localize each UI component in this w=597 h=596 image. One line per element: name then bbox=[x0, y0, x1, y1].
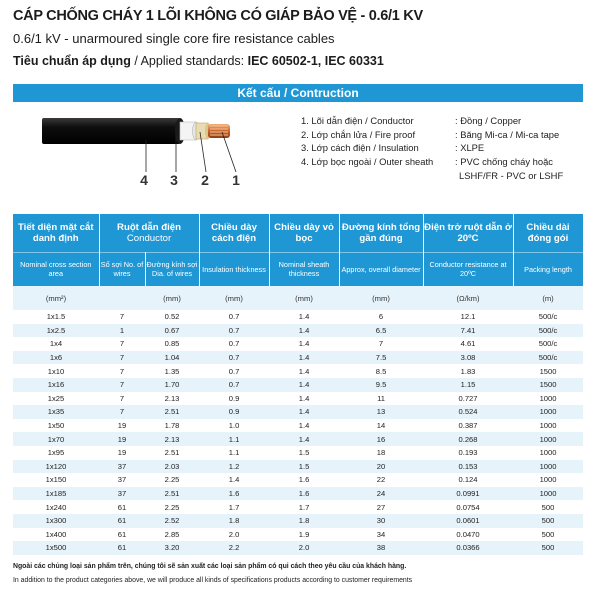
applied-standards bbox=[13, 54, 384, 68]
table-cell: 500/c bbox=[513, 337, 583, 351]
table-cell: 1x1.5 bbox=[13, 310, 99, 324]
table-row bbox=[13, 473, 583, 487]
table-cell: 500 bbox=[513, 541, 583, 555]
callout-3: 3 bbox=[170, 172, 178, 188]
table-cell: 6.5 bbox=[339, 324, 423, 338]
subheader-cell: Nominal sheath thickness bbox=[269, 252, 339, 286]
unit-cell bbox=[99, 286, 145, 310]
subheader-cell: Insulation thickness bbox=[199, 252, 269, 286]
table-row bbox=[13, 378, 583, 392]
table-cell: 7 bbox=[99, 364, 145, 378]
table-cell: 1.04 bbox=[145, 351, 199, 365]
table-cell: 38 bbox=[339, 541, 423, 555]
unit-cell: (m) bbox=[513, 286, 583, 310]
table-cell: 2.51 bbox=[145, 446, 199, 460]
standards-value: IEC 60502-1, IEC 60331 bbox=[247, 54, 384, 68]
table-cell: 1.7 bbox=[199, 500, 269, 514]
table-cell: 22 bbox=[339, 473, 423, 487]
table-cell: 8.5 bbox=[339, 364, 423, 378]
table-cell: 7 bbox=[99, 405, 145, 419]
table-cell: 1.4 bbox=[269, 324, 339, 338]
table-row bbox=[13, 392, 583, 406]
outer-sheath-shape bbox=[42, 118, 185, 144]
table-cell: 1.83 bbox=[423, 364, 513, 378]
table-cell: 1.4 bbox=[199, 473, 269, 487]
header-resistance: Điện trở ruột dẫn ở 20ºC bbox=[423, 214, 513, 252]
table-cell: 30 bbox=[339, 514, 423, 528]
header-cross-section: Tiết diện mặt cắt danh định bbox=[13, 214, 99, 252]
table-units-row bbox=[13, 286, 583, 310]
table-cell: 37 bbox=[99, 487, 145, 501]
table-cell: 24 bbox=[339, 487, 423, 501]
table-row bbox=[13, 324, 583, 338]
table-cell: 500/c bbox=[513, 324, 583, 338]
table-cell: 1.70 bbox=[145, 378, 199, 392]
table-cell: 1.9 bbox=[269, 528, 339, 542]
table-cell: 1x240 bbox=[13, 500, 99, 514]
table-cell: 1x35 bbox=[13, 405, 99, 419]
table-cell: 1.2 bbox=[199, 460, 269, 474]
table-cell: 1.4 bbox=[269, 378, 339, 392]
table-cell: 1x4 bbox=[13, 337, 99, 351]
table-cell: 0.7 bbox=[199, 310, 269, 324]
table-cell: 2.51 bbox=[145, 405, 199, 419]
table-cell: 1000 bbox=[513, 473, 583, 487]
table-cell: 0.124 bbox=[423, 473, 513, 487]
subheader-cell: Approx, overall diameter bbox=[339, 252, 423, 286]
table-cell: 37 bbox=[99, 473, 145, 487]
table-cell: 1.78 bbox=[145, 419, 199, 433]
callout-1: 1 bbox=[232, 172, 240, 188]
table-cell: 1.6 bbox=[269, 473, 339, 487]
table-row bbox=[13, 541, 583, 555]
table-cell: 61 bbox=[99, 514, 145, 528]
table-cell: 1.5 bbox=[269, 446, 339, 460]
component-names-list bbox=[301, 114, 433, 182]
component-material: : XLPE bbox=[455, 142, 485, 154]
table-row bbox=[13, 364, 583, 378]
table-body bbox=[13, 310, 583, 555]
table-cell: 19 bbox=[99, 446, 145, 460]
table-cell: 7.41 bbox=[423, 324, 513, 338]
table-cell: 1000 bbox=[513, 432, 583, 446]
table-cell: 7 bbox=[339, 337, 423, 351]
table-cell: 1.4 bbox=[269, 392, 339, 406]
header-sheath-thickness: Chiều dày vỏ bọc bbox=[269, 214, 339, 252]
subheader-cell: Packing length bbox=[513, 252, 583, 286]
table-cell: 2.25 bbox=[145, 500, 199, 514]
standards-label-vi: Tiêu chuẩn áp dụng bbox=[13, 54, 131, 68]
table-cell: 1x120 bbox=[13, 460, 99, 474]
header-insulation-thickness: Chiều dày cách điện bbox=[199, 214, 269, 252]
table-cell: 0.7 bbox=[199, 351, 269, 365]
table-cell: 500 bbox=[513, 514, 583, 528]
table-cell: 1x500 bbox=[13, 541, 99, 555]
table-cell: 3.20 bbox=[145, 541, 199, 555]
table-cell: 1000 bbox=[513, 392, 583, 406]
table-row bbox=[13, 460, 583, 474]
table-cell: 1.0 bbox=[199, 419, 269, 433]
table-cell: 0.67 bbox=[145, 324, 199, 338]
subheader-cell: Đường kính sợi Dia. of wires bbox=[145, 252, 199, 286]
table-cell: 2.0 bbox=[199, 528, 269, 542]
component-materials-list bbox=[455, 114, 563, 182]
table-cell: 2.25 bbox=[145, 473, 199, 487]
table-cell: 19 bbox=[99, 419, 145, 433]
subheader-cell: Conductor resistance at 20ºC bbox=[423, 252, 513, 286]
table-cell: 500/c bbox=[513, 351, 583, 365]
cable-cross-section-illustration bbox=[40, 110, 260, 190]
table-cell: 0.7 bbox=[199, 324, 269, 338]
table-cell: 1.5 bbox=[269, 460, 339, 474]
unit-cell: (mm) bbox=[145, 286, 199, 310]
table-cell: 500 bbox=[513, 500, 583, 514]
table-cell: 0.0754 bbox=[423, 500, 513, 514]
table-cell: 0.9 bbox=[199, 405, 269, 419]
unit-cell: (mm) bbox=[339, 286, 423, 310]
table-row bbox=[13, 500, 583, 514]
table-cell: 1x185 bbox=[13, 487, 99, 501]
table-cell: 1.4 bbox=[269, 405, 339, 419]
table-cell: 13 bbox=[339, 405, 423, 419]
unit-cell: (Ω/km) bbox=[423, 286, 513, 310]
table-cell: 1x400 bbox=[13, 528, 99, 542]
table-cell: 6 bbox=[339, 310, 423, 324]
specification-table bbox=[13, 214, 584, 555]
table-cell: 1.8 bbox=[269, 514, 339, 528]
table-subheader-row bbox=[13, 252, 583, 286]
table-cell: 500 bbox=[513, 528, 583, 542]
table-cell: 1.8 bbox=[199, 514, 269, 528]
component-material: : PVC chống cháy hoặc bbox=[455, 156, 553, 168]
table-cell: 1x6 bbox=[13, 351, 99, 365]
table-cell: 7 bbox=[99, 392, 145, 406]
table-cell: 0.0991 bbox=[423, 487, 513, 501]
table-cell: 1x300 bbox=[13, 514, 99, 528]
table-cell: 19 bbox=[99, 432, 145, 446]
table-cell: 16 bbox=[339, 432, 423, 446]
subheader-cell: Số sợi No. of wires bbox=[99, 252, 145, 286]
table-cell: 1x16 bbox=[13, 378, 99, 392]
header-overall-diameter: Đường kính tổng gần đúng bbox=[339, 214, 423, 252]
table-cell: 0.524 bbox=[423, 405, 513, 419]
table-row bbox=[13, 419, 583, 433]
copper-conductor-shape bbox=[208, 124, 230, 138]
table-row bbox=[13, 310, 583, 324]
table-cell: 7 bbox=[99, 351, 145, 365]
table-cell: 0.85 bbox=[145, 337, 199, 351]
table-cell: 0.387 bbox=[423, 419, 513, 433]
table-cell: 7 bbox=[99, 337, 145, 351]
header-packing-length: Chiều dài đóng gói bbox=[513, 214, 583, 252]
table-cell: 2.03 bbox=[145, 460, 199, 474]
table-cell: 1.7 bbox=[269, 500, 339, 514]
component-name bbox=[301, 169, 433, 183]
table-cell: 1.4 bbox=[269, 432, 339, 446]
table-cell: 12.1 bbox=[423, 310, 513, 324]
unit-cell: (mm) bbox=[199, 286, 269, 310]
table-cell: 1500 bbox=[513, 364, 583, 378]
table-row bbox=[13, 446, 583, 460]
table-cell: 7.5 bbox=[339, 351, 423, 365]
table-cell: 61 bbox=[99, 528, 145, 542]
footnote-vietnamese: Ngoài các chủng loại sản phẩm trên, chúng tôi sẽ sản xuất các loại sản phẩm có qui cách theo yêu cầu của khách hàng. bbox=[13, 563, 407, 570]
callout-2: 2 bbox=[201, 172, 209, 188]
table-row bbox=[13, 405, 583, 419]
table-cell: 2.13 bbox=[145, 432, 199, 446]
standards-label-en: / Applied standards: bbox=[130, 54, 248, 68]
table-cell: 1000 bbox=[513, 419, 583, 433]
table-cell: 0.193 bbox=[423, 446, 513, 460]
component-name: 4. Lớp bọc ngoài / Outer sheath bbox=[301, 156, 434, 168]
table-cell: 1000 bbox=[513, 405, 583, 419]
table-cell: 0.7 bbox=[199, 378, 269, 392]
component-material: : Đồng / Copper bbox=[455, 115, 522, 126]
table-cell: 1.4 bbox=[269, 364, 339, 378]
footnote-english: In addition to the product categories above, we will produce all kinds of specifications products according to customer requirements bbox=[13, 577, 413, 584]
table-cell: 1x150 bbox=[13, 473, 99, 487]
table-cell: 2.13 bbox=[145, 392, 199, 406]
component-name: 3. Lớp cách điện / Insulation bbox=[301, 142, 419, 154]
component-name: 2. Lớp chắn lửa / Fire proof bbox=[301, 128, 416, 140]
table-cell: 1.4 bbox=[269, 337, 339, 351]
table-cell: 14 bbox=[339, 419, 423, 433]
table-cell: 7 bbox=[99, 378, 145, 392]
page-subtitle: 0.6/1 kV - unarmoured single core fire resistance cables bbox=[13, 31, 335, 46]
table-cell: 1x70 bbox=[13, 432, 99, 446]
table-cell: 1.15 bbox=[423, 378, 513, 392]
table-cell: 2.52 bbox=[145, 514, 199, 528]
table-row bbox=[13, 514, 583, 528]
table-cell: 7 bbox=[99, 310, 145, 324]
table-cell: 18 bbox=[339, 446, 423, 460]
table-cell: 1.35 bbox=[145, 364, 199, 378]
table-cell: 2.85 bbox=[145, 528, 199, 542]
table-row bbox=[13, 487, 583, 501]
table-cell: 3.08 bbox=[423, 351, 513, 365]
subheader-cell: Nominal cross section area bbox=[13, 252, 99, 286]
table-cell: 1.4 bbox=[269, 419, 339, 433]
component-material: LSHF/FR - PVC or LSHF bbox=[459, 169, 564, 181]
header-conductor: Ruột dẫn điện Conductor bbox=[99, 214, 199, 252]
table-row bbox=[13, 528, 583, 542]
table-cell: 9.5 bbox=[339, 378, 423, 392]
table-cell: 1 bbox=[99, 324, 145, 338]
table-cell: 500/c bbox=[513, 310, 583, 324]
table-cell: 1500 bbox=[513, 378, 583, 392]
component-name: 1. Lõi dẫn điện / Conductor bbox=[301, 115, 414, 126]
table-cell: 1.6 bbox=[199, 487, 269, 501]
unit-cell: (mm) bbox=[269, 286, 339, 310]
table-cell: 1x95 bbox=[13, 446, 99, 460]
table-cell: 1000 bbox=[513, 446, 583, 460]
table-cell: 0.7 bbox=[199, 364, 269, 378]
unit-cell: (mm²) bbox=[13, 286, 99, 310]
table-cell: 27 bbox=[339, 500, 423, 514]
table-cell: 0.727 bbox=[423, 392, 513, 406]
table-cell: 61 bbox=[99, 541, 145, 555]
table-cell: 0.7 bbox=[199, 337, 269, 351]
table-cell: 37 bbox=[99, 460, 145, 474]
callout-4: 4 bbox=[140, 172, 148, 188]
table-cell: 34 bbox=[339, 528, 423, 542]
table-cell: 1.4 bbox=[269, 310, 339, 324]
table-cell: 20 bbox=[339, 460, 423, 474]
table-header-row bbox=[13, 214, 583, 252]
table-cell: 1x10 bbox=[13, 364, 99, 378]
table-cell: 1.6 bbox=[269, 487, 339, 501]
table-cell: 1000 bbox=[513, 487, 583, 501]
table-cell: 2.2 bbox=[199, 541, 269, 555]
table-cell: 1.1 bbox=[199, 446, 269, 460]
table-row bbox=[13, 351, 583, 365]
table-cell: 61 bbox=[99, 500, 145, 514]
table-cell: 11 bbox=[339, 392, 423, 406]
table-cell: 0.268 bbox=[423, 432, 513, 446]
table-cell: 1x2.5 bbox=[13, 324, 99, 338]
table-cell: 0.52 bbox=[145, 310, 199, 324]
table-row bbox=[13, 337, 583, 351]
table-cell: 1.1 bbox=[199, 432, 269, 446]
table-cell: 1x50 bbox=[13, 419, 99, 433]
table-cell: 2.51 bbox=[145, 487, 199, 501]
table-cell: 0.0470 bbox=[423, 528, 513, 542]
table-cell: 1000 bbox=[513, 460, 583, 474]
table-cell: 2.0 bbox=[269, 541, 339, 555]
table-cell: 1.4 bbox=[269, 351, 339, 365]
table-cell: 0.9 bbox=[199, 392, 269, 406]
construction-header-bar: Kết cấu / Contruction bbox=[13, 84, 583, 102]
table-cell: 0.0601 bbox=[423, 514, 513, 528]
page-title: CÁP CHỐNG CHÁY 1 LÕI KHÔNG CÓ GIÁP BẢO VỆ - 0.6/1 KV bbox=[13, 8, 423, 24]
component-material: : Băng Mi-ca / Mi-ca tape bbox=[455, 128, 560, 140]
table-row bbox=[13, 432, 583, 446]
table-cell: 0.153 bbox=[423, 460, 513, 474]
table-cell: 0.0366 bbox=[423, 541, 513, 555]
table-cell: 4.61 bbox=[423, 337, 513, 351]
table-cell: 1x25 bbox=[13, 392, 99, 406]
